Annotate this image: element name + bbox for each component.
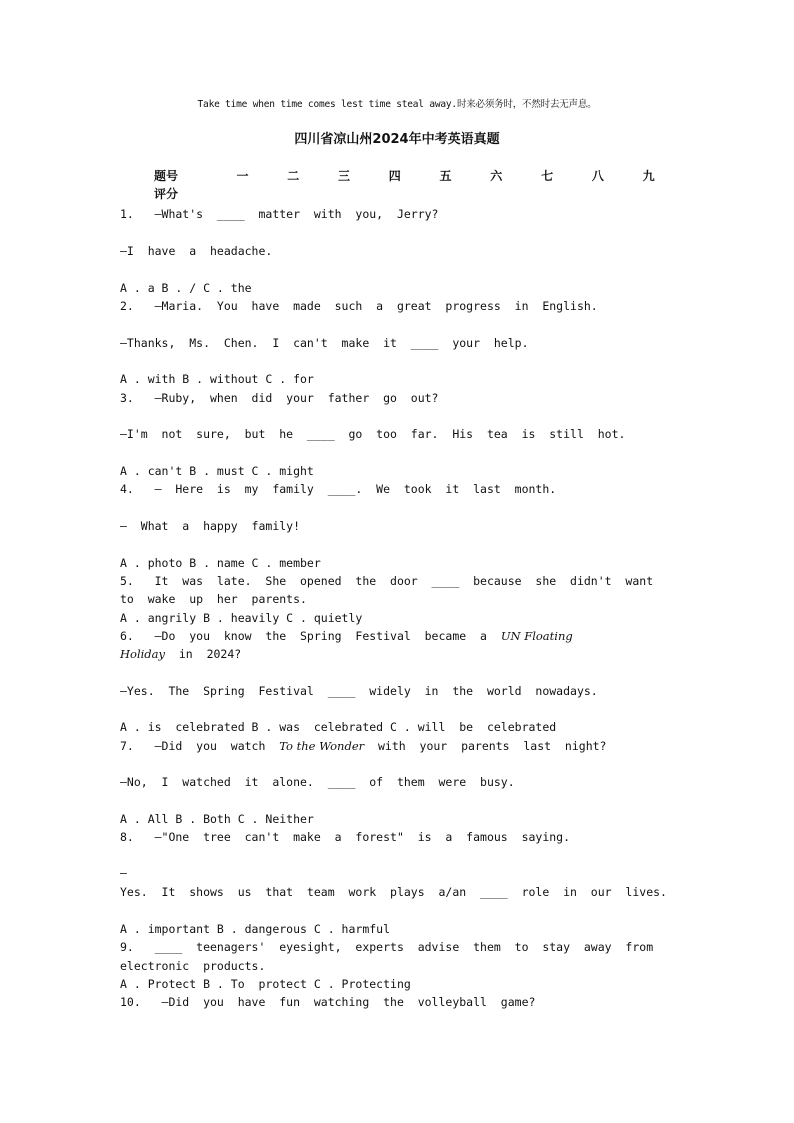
question-6-italic: UN Floating — [500, 629, 573, 643]
question-6-options: A . is celebrated B . was celebrated C . will be celebrated — [120, 720, 557, 734]
section-col-1: 一 — [236, 168, 249, 183]
question-2: 2. —Maria. You have made such a great progress in English. — [120, 299, 598, 313]
question-5: 5. It was late. She opened the door ____ because she didn't want — [120, 574, 654, 588]
question-8-dash: — — [120, 866, 127, 880]
score-table — [154, 166, 674, 202]
question-3-options: A . can't B . must C . might — [120, 464, 314, 478]
question-4: 4. — Here is my family ____. We took it last month. — [120, 482, 557, 496]
question-9-options: A . Protect B . To protect C . Protecting — [120, 977, 411, 991]
question-6-reply: —Yes. The Spring Festival ____ widely in the world nowadays. — [120, 684, 598, 698]
question-4-options: A . photo B . name C . member — [120, 556, 321, 570]
question-7-options: A . All B . Both C . Neither — [120, 812, 314, 826]
question-6-italic-2: Holiday — [120, 647, 166, 661]
question-5-options: A . angrily B . heavily C . quietly — [120, 611, 363, 625]
question-8: 8. —"One tree can't make a forest" is a famous saying. — [120, 830, 571, 844]
question-1-options: A . a B . / C . the — [120, 281, 252, 295]
score-label: 评分 — [154, 186, 179, 201]
section-col-6: 六 — [490, 168, 503, 183]
section-col-2: 二 — [287, 168, 300, 183]
question-5-continued: to wake up her parents. — [120, 592, 307, 606]
question-number-label: 题号 — [154, 168, 179, 183]
score-row-scores — [154, 184, 674, 202]
question-6-text: 6. —Do you know the Spring Festival became a — [120, 629, 501, 643]
question-1: 1. —What's ____ matter with you, Jerry? — [120, 207, 439, 221]
section-col-7: 七 — [541, 168, 554, 183]
section-col-5: 五 — [439, 168, 452, 183]
question-7-text: 7. —Did you watch — [120, 739, 280, 753]
question-6-continued — [120, 647, 680, 661]
question-7-italic: To the Wonder — [279, 739, 365, 753]
header-motto: Take time when time comes lest time steal away.时来必须务时，不然时去无声息。 — [197, 99, 597, 110]
question-10: 10. —Did you have fun watching the volleyball game? — [120, 995, 536, 1009]
question-9-continued: electronic products. — [120, 959, 266, 973]
question-7-reply: —No, I watched it alone. ____ of them were busy. — [120, 775, 515, 789]
question-6-text-2: in 2024? — [165, 647, 242, 661]
score-row-numbers — [154, 166, 674, 184]
section-col-9: 九 — [642, 168, 655, 183]
question-3-reply: —I'm not sure, but he ____ go too far. His tea is still hot. — [120, 427, 626, 441]
question-8-options: A . important B . dangerous C . harmful — [120, 922, 391, 936]
question-3: 3. —Ruby, when did your father go out? — [120, 391, 439, 405]
question-6 — [120, 629, 680, 643]
question-7-text-2: with your parents last night? — [364, 739, 607, 753]
question-9: 9. ____ teenagers' eyesight, experts advise them to stay away from — [120, 940, 654, 954]
section-col-8: 八 — [591, 168, 604, 183]
section-col-3: 三 — [338, 168, 351, 183]
question-1-reply: —I have a headache. — [120, 244, 273, 258]
question-4-reply: — What a happy family! — [120, 519, 301, 533]
document-title: 四川省凉山州2024年中考英语真题 — [294, 132, 500, 147]
question-7 — [120, 739, 680, 753]
section-col-4: 四 — [388, 168, 401, 183]
question-2-reply: —Thanks, Ms. Chen. I can't make it ____ your help. — [120, 336, 529, 350]
question-2-options: A . with B . without C . for — [120, 372, 314, 386]
question-8-reply: Yes. It shows us that team work plays a/an ____ role in our lives. — [120, 885, 667, 899]
